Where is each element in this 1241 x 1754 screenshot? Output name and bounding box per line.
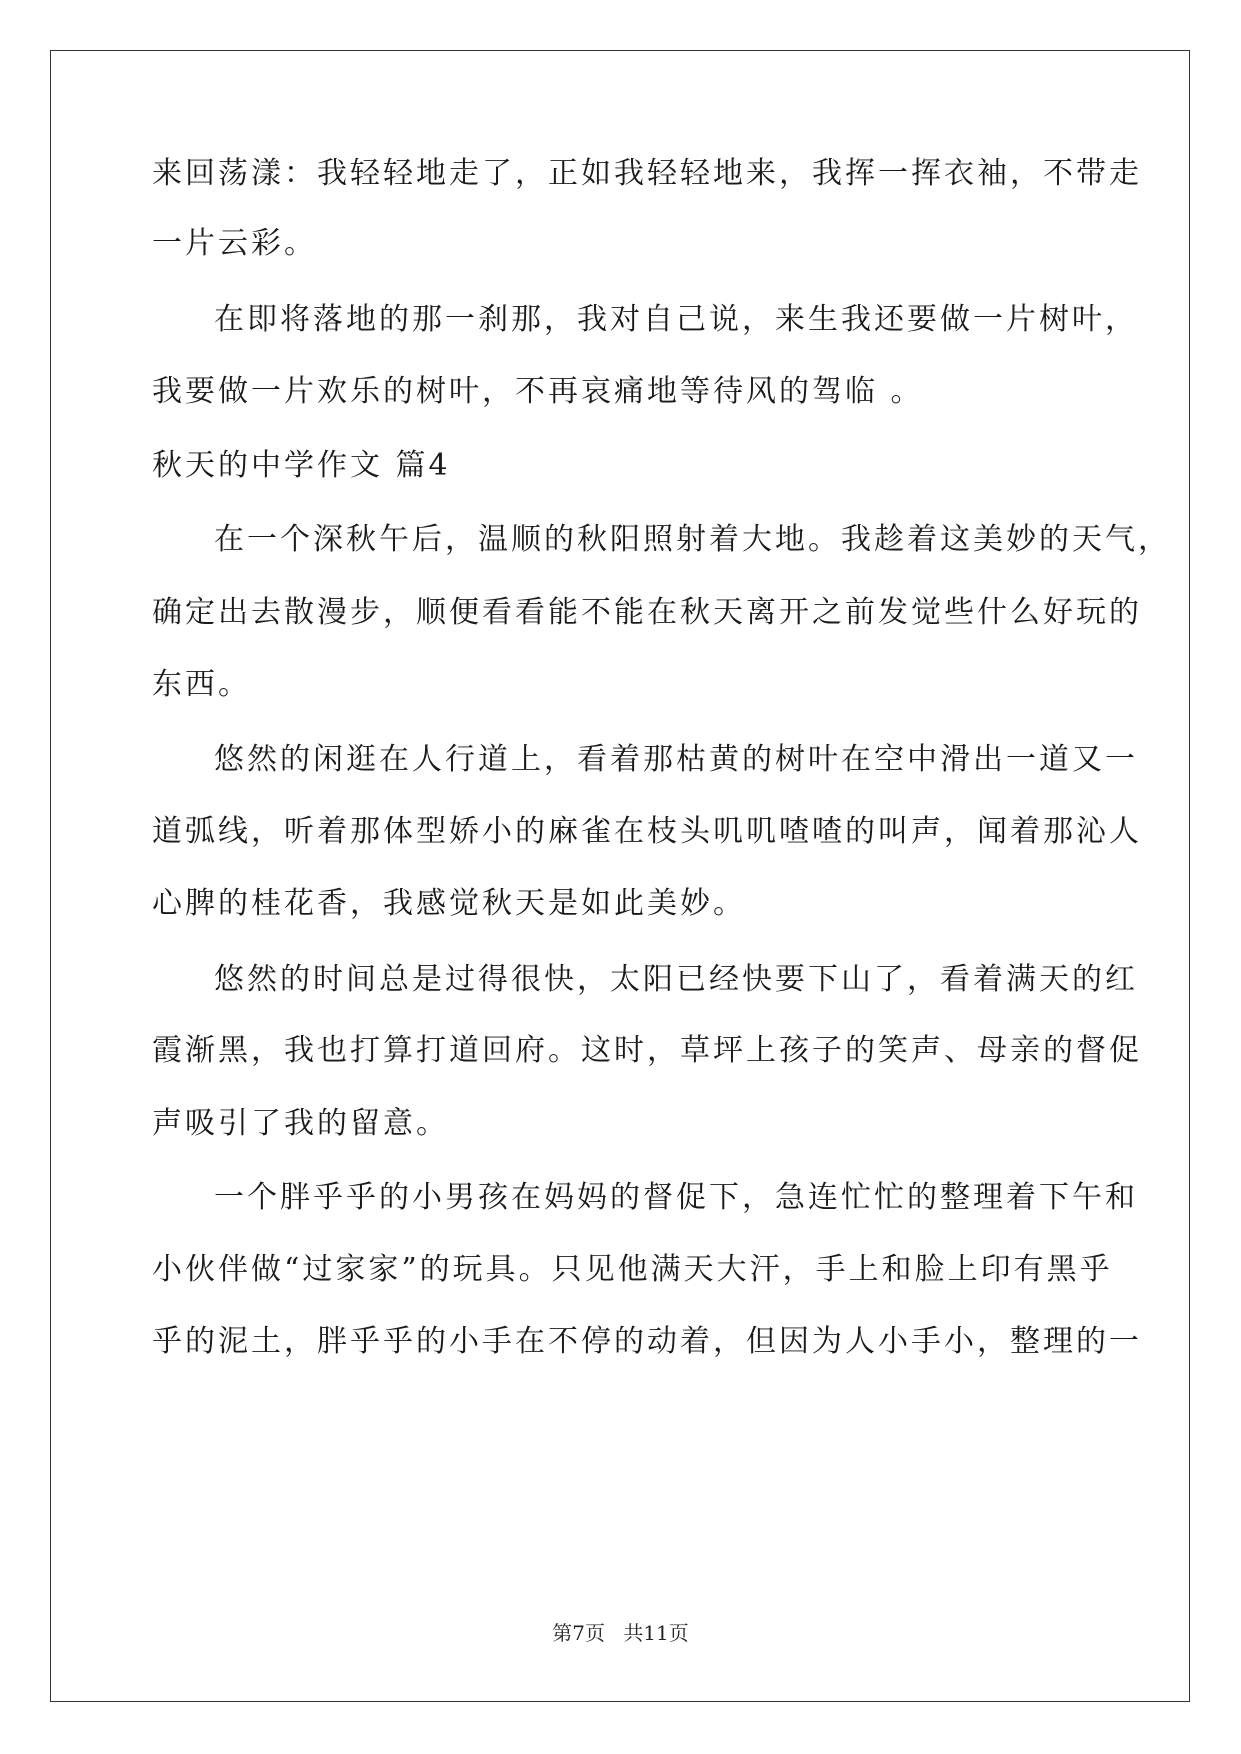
page-total: 共11页 — [623, 1621, 689, 1645]
page-border — [50, 50, 1190, 1702]
section-heading: 秋天的中学作文 篇4 — [152, 448, 451, 483]
text-line: 道弧线，听着那体型娇小的麻雀在枝头叽叽喳喳的叫声，闻着那沁人 — [152, 814, 1142, 849]
text-line: 心脾的桂花香，我感觉秋天是如此美妙。 — [152, 886, 746, 921]
text-line: 一片云彩。 — [152, 226, 317, 261]
paragraph-start: 一个胖乎乎的小男孩在妈妈的督促下，急连忙忙的整理着下午和 — [214, 1180, 1138, 1215]
text-line: 来回荡漾：我轻轻地走了，正如我轻轻地来，我挥一挥衣袖，不带走 — [152, 156, 1142, 191]
text-line: 我要做一片欢乐的树叶，不再哀痛地等待风的驾临 。 — [152, 374, 924, 409]
text-line: 声吸引了我的留意。 — [152, 1106, 449, 1141]
paragraph-start: 在一个深秋午后，温顺的秋阳照射着大地。我趁着这美妙的天气， — [214, 522, 1171, 557]
page-footer — [0, 1620, 1241, 1646]
text-line: 确定出去散漫步，顺便看看能不能在秋天离开之前发觉些什么好玩的 — [152, 595, 1142, 630]
text-line: 霞渐黑，我也打算打道回府。这时，草坪上孩子的笑声、母亲的督促 — [152, 1033, 1142, 1068]
text-line: 乎的泥土，胖乎乎的小手在不停的动着，但因为人小手小，整理的一 — [152, 1324, 1142, 1359]
text-line: 小伙伴做“过家家”的玩具。只见他满天大汗，手上和脸上印有黑乎 — [152, 1252, 1113, 1287]
page-number: 第7页 — [552, 1621, 605, 1645]
paragraph-start: 悠然的时间总是过得很快，太阳已经快要下山了，看着满天的红 — [214, 962, 1138, 997]
text-line: 东西。 — [152, 667, 251, 702]
paragraph-start: 悠然的闲逛在人行道上，看着那枯黄的树叶在空中滑出一道又一 — [214, 742, 1138, 777]
paragraph-start: 在即将落地的那一刹那，我对自己说，来生我还要做一片树叶， — [214, 302, 1138, 337]
